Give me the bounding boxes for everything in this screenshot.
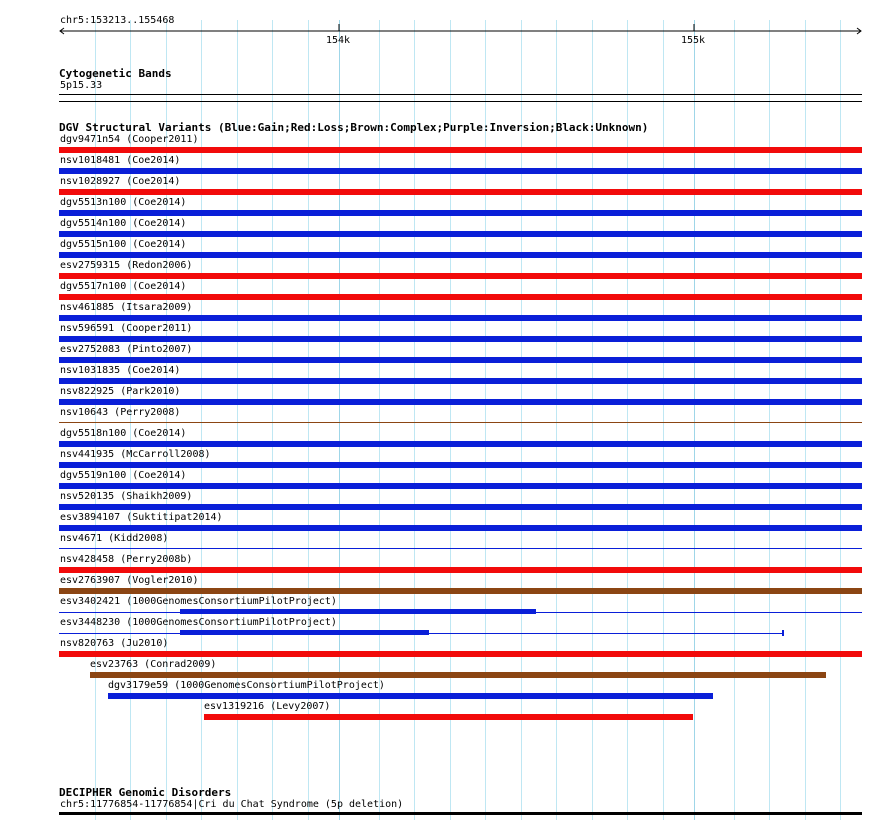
cytoband-line-top (59, 94, 862, 95)
dgv-feature-label[interactable]: esv1319216 (Levy2007) (204, 701, 331, 712)
dgv-feature-bar[interactable] (59, 504, 862, 510)
grid-line (694, 20, 695, 820)
grid-line (592, 20, 593, 820)
dgv-feature-label[interactable]: esv2763907 (Vogler2010) (60, 575, 199, 586)
dgv-feature-label[interactable]: dgv5517n100 (Coe2014) (60, 281, 187, 292)
grid-line (339, 20, 340, 820)
dgv-feature-label[interactable]: esv3894107 (Suktitipat2014) (60, 512, 223, 523)
dgv-feature-label[interactable]: nsv4671 (Kidd2008) (60, 533, 169, 544)
grid-line (805, 20, 806, 820)
grid-line (840, 20, 841, 820)
ruler-tick-label: 155k (681, 35, 706, 46)
dgv-feature-label[interactable]: dgv9471n54 (Cooper2011) (60, 134, 199, 145)
dgv-feature-bar[interactable] (59, 525, 862, 531)
dgv-feature-label[interactable]: dgv5515n100 (Coe2014) (60, 239, 187, 250)
dgv-feature-label[interactable]: nsv596591 (Cooper2011) (60, 323, 193, 334)
dgv-feature-bar[interactable] (59, 399, 862, 405)
grid-line (237, 20, 238, 820)
dgv-feature-label[interactable]: dgv5513n100 (Coe2014) (60, 197, 187, 208)
dgv-feature-label[interactable]: nsv1018481 (Coe2014) (60, 155, 181, 166)
dgv-feature-label[interactable]: nsv520135 (Shaikh2009) (60, 491, 193, 502)
grid-line (663, 20, 664, 820)
dgv-feature-bar[interactable] (180, 630, 429, 635)
dgv-feature-bar[interactable] (59, 294, 862, 300)
dgv-feature-label[interactable]: dgv5518n100 (Coe2014) (60, 428, 187, 439)
grid-line (308, 20, 309, 820)
dgv-feature-bar[interactable] (59, 210, 862, 216)
dgv-feature-label[interactable]: nsv461885 (Itsara2009) (60, 302, 193, 313)
cytoband-line-bottom (59, 101, 862, 102)
dgv-feature-bar[interactable] (59, 422, 862, 423)
dgv-feature-label[interactable]: esv2752083 (Pinto2007) (60, 344, 193, 355)
grid-line (769, 20, 770, 820)
grid-line (521, 20, 522, 820)
dgv-feature-bar[interactable] (59, 231, 862, 237)
ruler-tick-label: 154k (326, 35, 351, 46)
dgv-feature-label[interactable]: esv2759315 (Redon2006) (60, 260, 193, 271)
dgv-feature-bar[interactable] (90, 672, 826, 678)
dgv-track-title: DGV Structural Variants (Blue:Gain;Red:Loss;Brown:Complex;Purple:Inversion;Black:Unknown) (59, 121, 649, 134)
dgv-feature-label[interactable]: esv3402421 (1000GenomesConsortiumPilotProject) (60, 596, 337, 607)
dgv-feature-bar[interactable] (59, 168, 862, 174)
dgv-feature-label[interactable]: nsv820763 (Ju2010) (60, 638, 169, 649)
dgv-feature-label[interactable]: esv3448230 (1000GenomesConsortiumPilotProject) (60, 617, 337, 628)
dgv-feature-bar[interactable] (59, 273, 862, 279)
dgv-feature-bar[interactable] (59, 357, 862, 363)
dgv-feature-bar[interactable] (59, 548, 862, 549)
dgv-feature-label[interactable]: nsv441935 (McCarroll2008) (60, 449, 211, 460)
decipher-feature-label[interactable]: chr5:11776854-11776854|Cri du Chat Syndrome (5p deletion) (60, 799, 404, 810)
dgv-feature-bar[interactable] (59, 315, 862, 321)
ruler (0, 0, 890, 50)
grid-line (734, 20, 735, 820)
grid-line (485, 20, 486, 820)
grid-line (272, 20, 273, 820)
dgv-feature-label[interactable]: dgv5519n100 (Coe2014) (60, 470, 187, 481)
dgv-feature-label[interactable]: nsv1028927 (Coe2014) (60, 176, 181, 187)
decipher-track-title: DECIPHER Genomic Disorders (59, 786, 232, 799)
dgv-feature-bar[interactable] (59, 567, 862, 573)
cytoband-track-title: Cytogenetic Bands (59, 67, 172, 80)
grid-line (450, 20, 451, 820)
cytoband-label[interactable]: 5p15.33 (60, 80, 103, 91)
range-label: chr5:153213..155468 (60, 15, 175, 26)
dgv-feature-bar[interactable] (180, 609, 536, 614)
decipher-feature-bar[interactable] (59, 812, 862, 815)
dgv-feature-bar[interactable] (59, 483, 862, 489)
dgv-feature-label[interactable]: nsv1031835 (Coe2014) (60, 365, 181, 376)
dgv-feature-label[interactable]: dgv5514n100 (Coe2014) (60, 218, 187, 229)
dgv-feature-label[interactable]: nsv428458 (Perry2008b) (60, 554, 193, 565)
dgv-feature-label[interactable]: esv23763 (Conrad2009) (90, 659, 217, 670)
dgv-feature-bar[interactable] (59, 252, 862, 258)
grid-line (627, 20, 628, 820)
dgv-feature-end-block[interactable] (782, 630, 784, 636)
dgv-feature-bar[interactable] (59, 147, 862, 153)
dgv-feature-bar[interactable] (108, 693, 713, 699)
dgv-feature-bar[interactable] (59, 378, 862, 384)
grid-line (379, 20, 380, 820)
dgv-feature-label[interactable]: dgv3179e59 (1000GenomesConsortiumPilotProject) (108, 680, 385, 691)
dgv-feature-bar[interactable] (59, 462, 862, 468)
dgv-feature-bar[interactable] (59, 651, 862, 657)
grid-line (414, 20, 415, 820)
grid-line (556, 20, 557, 820)
dgv-feature-label[interactable]: nsv822925 (Park2010) (60, 386, 181, 397)
dgv-feature-bar[interactable] (204, 714, 693, 720)
dgv-feature-bar[interactable] (59, 189, 862, 195)
dgv-feature-bar[interactable] (59, 336, 862, 342)
dgv-feature-bar[interactable] (59, 588, 862, 594)
grid-line (201, 20, 202, 820)
dgv-feature-label[interactable]: nsv10643 (Perry2008) (60, 407, 181, 418)
dgv-feature-bar[interactable] (59, 441, 862, 447)
